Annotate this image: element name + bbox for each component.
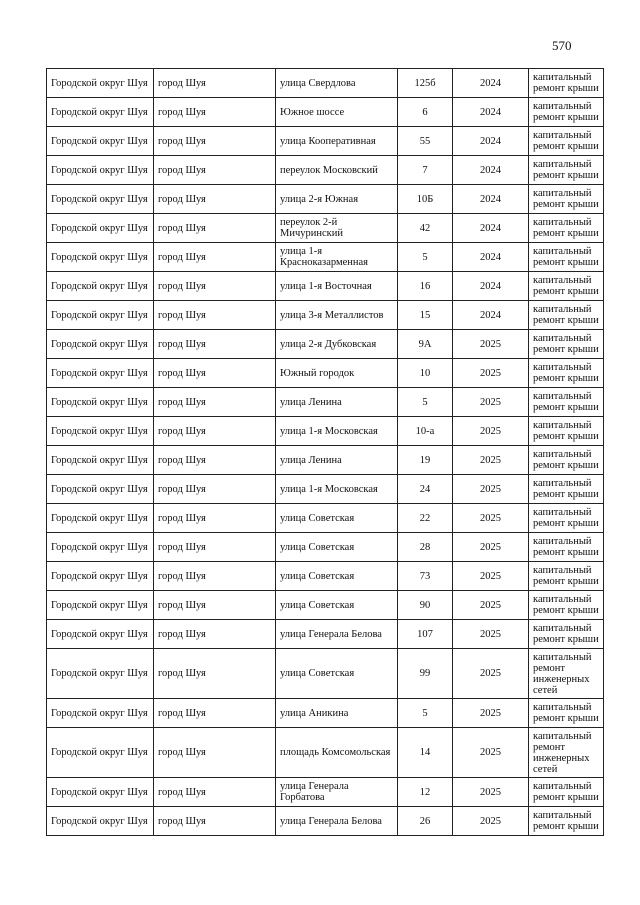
work-type-cell: капитальный ремонт крыши [529,533,604,562]
table-row [47,807,604,836]
work-type-cell: капитальный ремонт инженерных сетей [529,649,604,699]
year-cell: 2025 [453,649,529,699]
city-cell: город Шуя [154,728,276,778]
work-type-cell: капитальный ремонт крыши [529,562,604,591]
house-number-cell: 14 [398,728,453,778]
work-type-cell: капитальный ремонт крыши [529,185,604,214]
work-type-cell: капитальный ремонт крыши [529,243,604,272]
street-cell: улица Советская [276,591,398,620]
street-cell: улица Генерала Горбатова [276,778,398,807]
city-cell: город Шуя [154,243,276,272]
street-cell: улица 1-я Красноказарменная [276,243,398,272]
district-cell: Городской округ Шуя [47,301,154,330]
house-number-cell: 107 [398,620,453,649]
year-cell: 2025 [453,533,529,562]
table-row [47,699,604,728]
street-cell: улица Советская [276,504,398,533]
year-cell: 2024 [453,156,529,185]
year-cell: 2024 [453,127,529,156]
house-number-cell: 26 [398,807,453,836]
city-cell: город Шуя [154,417,276,446]
street-cell: улица Генерала Белова [276,807,398,836]
year-cell: 2024 [453,98,529,127]
work-type-cell: капитальный ремонт крыши [529,699,604,728]
house-number-cell: 9А [398,330,453,359]
house-number-cell: 55 [398,127,453,156]
house-number-cell: 10 [398,359,453,388]
year-cell: 2025 [453,330,529,359]
house-number-cell: 7 [398,156,453,185]
city-cell: город Шуя [154,620,276,649]
table-row [47,185,604,214]
house-number-cell: 24 [398,475,453,504]
district-cell: Городской округ Шуя [47,417,154,446]
house-number-cell: 99 [398,649,453,699]
street-cell: улица Кооперативная [276,127,398,156]
table-row [47,620,604,649]
city-cell: город Шуя [154,504,276,533]
work-type-cell: капитальный ремонт инженерных сетей [529,728,604,778]
year-cell: 2025 [453,620,529,649]
work-type-cell: капитальный ремонт крыши [529,388,604,417]
city-cell: город Шуя [154,69,276,98]
street-cell: улица 2-я Дубковская [276,330,398,359]
street-cell: Южное шоссе [276,98,398,127]
house-number-cell: 28 [398,533,453,562]
table-row [47,98,604,127]
city-cell: город Шуя [154,807,276,836]
district-cell: Городской округ Шуя [47,807,154,836]
street-cell: улица Ленина [276,446,398,475]
city-cell: город Шуя [154,778,276,807]
city-cell: город Шуя [154,98,276,127]
work-type-cell: капитальный ремонт крыши [529,98,604,127]
work-type-cell: капитальный ремонт крыши [529,475,604,504]
table-row [47,243,604,272]
city-cell: город Шуя [154,649,276,699]
district-cell: Городской округ Шуя [47,388,154,417]
district-cell: Городской округ Шуя [47,533,154,562]
year-cell: 2024 [453,301,529,330]
table-row [47,504,604,533]
district-cell: Городской округ Шуя [47,98,154,127]
city-cell: город Шуя [154,359,276,388]
district-cell: Городской округ Шуя [47,69,154,98]
house-number-cell: 73 [398,562,453,591]
table-row [47,778,604,807]
house-number-cell: 22 [398,504,453,533]
work-type-cell: капитальный ремонт крыши [529,620,604,649]
district-cell: Городской округ Шуя [47,620,154,649]
street-cell: улица Генерала Белова [276,620,398,649]
street-cell: улица 1-я Московская [276,475,398,504]
year-cell: 2024 [453,214,529,243]
street-cell: улица Советская [276,562,398,591]
table-row [47,69,604,98]
district-cell: Городской округ Шуя [47,475,154,504]
city-cell: город Шуя [154,301,276,330]
table-row [47,728,604,778]
city-cell: город Шуя [154,156,276,185]
district-cell: Городской округ Шуя [47,185,154,214]
table-row [47,446,604,475]
street-cell: улица Ленина [276,388,398,417]
work-type-cell: капитальный ремонт крыши [529,778,604,807]
year-cell: 2025 [453,562,529,591]
district-cell: Городской округ Шуя [47,728,154,778]
house-number-cell: 90 [398,591,453,620]
district-cell: Городской округ Шуя [47,214,154,243]
work-type-cell: капитальный ремонт крыши [529,591,604,620]
table-row [47,301,604,330]
table-row [47,388,604,417]
table-row [47,533,604,562]
city-cell: город Шуя [154,127,276,156]
street-cell: Южный городок [276,359,398,388]
table-row [47,591,604,620]
city-cell: город Шуя [154,591,276,620]
year-cell: 2025 [453,699,529,728]
work-type-cell: капитальный ремонт крыши [529,214,604,243]
year-cell: 2024 [453,272,529,301]
district-cell: Городской округ Шуя [47,778,154,807]
house-number-cell: 10Б [398,185,453,214]
year-cell: 2025 [453,778,529,807]
table-row [47,359,604,388]
city-cell: город Шуя [154,699,276,728]
table-row [47,475,604,504]
city-cell: город Шуя [154,562,276,591]
district-cell: Городской округ Шуя [47,243,154,272]
district-cell: Городской округ Шуя [47,504,154,533]
street-cell: улица 3-я Металлистов [276,301,398,330]
year-cell: 2025 [453,475,529,504]
city-cell: город Шуя [154,214,276,243]
city-cell: город Шуя [154,475,276,504]
year-cell: 2025 [453,807,529,836]
district-cell: Городской округ Шуя [47,649,154,699]
table-row [47,649,604,699]
street-cell: улица 1-я Московская [276,417,398,446]
year-cell: 2025 [453,359,529,388]
work-type-cell: капитальный ремонт крыши [529,330,604,359]
table-row [47,417,604,446]
registry-rows [47,69,604,836]
work-type-cell: капитальный ремонт крыши [529,69,604,98]
year-cell: 2025 [453,728,529,778]
district-cell: Городской округ Шуя [47,591,154,620]
table-row [47,562,604,591]
city-cell: город Шуя [154,533,276,562]
house-number-cell: 16 [398,272,453,301]
city-cell: город Шуя [154,446,276,475]
table-row [47,330,604,359]
work-type-cell: капитальный ремонт крыши [529,127,604,156]
house-number-cell: 5 [398,388,453,417]
house-number-cell: 5 [398,699,453,728]
work-type-cell: капитальный ремонт крыши [529,156,604,185]
work-type-cell: капитальный ремонт крыши [529,446,604,475]
year-cell: 2024 [453,243,529,272]
city-cell: город Шуя [154,272,276,301]
year-cell: 2025 [453,504,529,533]
street-cell: переулок 2-й Мичуринский [276,214,398,243]
house-number-cell: 19 [398,446,453,475]
district-cell: Городской округ Шуя [47,272,154,301]
street-cell: улица Аникина [276,699,398,728]
year-cell: 2025 [453,446,529,475]
district-cell: Городской округ Шуя [47,127,154,156]
year-cell: 2024 [453,185,529,214]
district-cell: Городской округ Шуя [47,330,154,359]
year-cell: 2024 [453,69,529,98]
table-row [47,127,604,156]
table-row [47,272,604,301]
district-cell: Городской округ Шуя [47,156,154,185]
street-cell: улица Советская [276,533,398,562]
registry-table [46,68,604,836]
city-cell: город Шуя [154,388,276,417]
table-row [47,214,604,243]
year-cell: 2025 [453,591,529,620]
house-number-cell: 15 [398,301,453,330]
work-type-cell: капитальный ремонт крыши [529,359,604,388]
street-cell: площадь Комсомольская [276,728,398,778]
district-cell: Городской округ Шуя [47,699,154,728]
street-cell: улица 2-я Южная [276,185,398,214]
district-cell: Городской округ Шуя [47,446,154,475]
table-row [47,156,604,185]
street-cell: переулок Московский [276,156,398,185]
work-type-cell: капитальный ремонт крыши [529,504,604,533]
year-cell: 2025 [453,417,529,446]
district-cell: Городской округ Шуя [47,359,154,388]
city-cell: город Шуя [154,330,276,359]
page-number: 570 [552,38,572,53]
house-number-cell: 5 [398,243,453,272]
work-type-cell: капитальный ремонт крыши [529,301,604,330]
house-number-cell: 6 [398,98,453,127]
work-type-cell: капитальный ремонт крыши [529,807,604,836]
house-number-cell: 12 [398,778,453,807]
house-number-cell: 125б [398,69,453,98]
city-cell: город Шуя [154,185,276,214]
house-number-cell: 42 [398,214,453,243]
work-type-cell: капитальный ремонт крыши [529,272,604,301]
district-cell: Городской округ Шуя [47,562,154,591]
house-number-cell: 10-а [398,417,453,446]
work-type-cell: капитальный ремонт крыши [529,417,604,446]
street-cell: улица 1-я Восточная [276,272,398,301]
year-cell: 2025 [453,388,529,417]
street-cell: улица Свердлова [276,69,398,98]
street-cell: улица Советская [276,649,398,699]
